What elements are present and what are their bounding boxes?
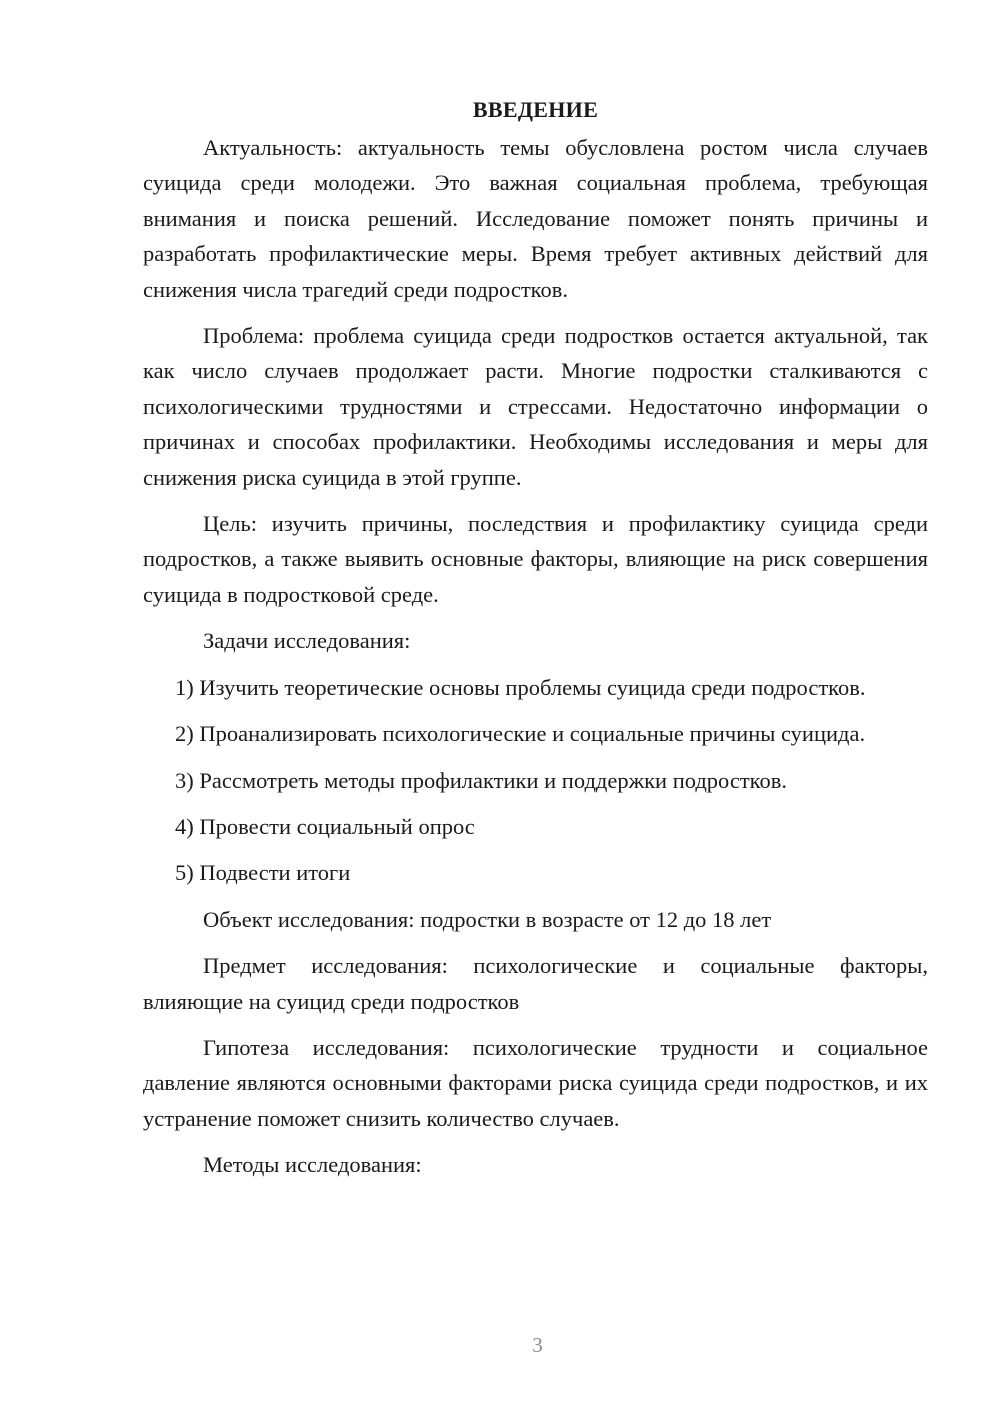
methods-heading: Методы исследования: (203, 1152, 422, 1178)
page-number: 3 (532, 1333, 543, 1357)
page-content (143, 92, 928, 1194)
goal-paragraph: Цель: изучить причины, последствия и профилактику суицида среди подростков, а также выявить основные факторы, влияющие на риск совершения суицида в подростковой среде. (143, 511, 928, 607)
relevance-paragraph: Актуальность: актуальность темы обусловлена ростом числа случаев суицида среди молодежи. Это важная социальная проблема, требующая внимания и поиска решений. Исследование поможет понять причины и разработать профилактические меры. Время требует активных действий для снижения числа трагедий среди подростков. (143, 135, 928, 302)
tasks-heading: Задачи исследования: (203, 628, 411, 654)
task-item-4: 4) Провести социальный опрос (175, 813, 475, 839)
object-paragraph: Объект исследования: подростки в возрасте от 12 до 18 лет (203, 906, 772, 932)
task-item-1: 1) Изучить теоретические основы проблемы суицида среди подростков. (175, 674, 866, 700)
subject-paragraph: Предмет исследования: психологические и социальные факторы, влияющие на суицид среди подростков (143, 953, 928, 1014)
task-item-3: 3) Рассмотреть методы профилактики и поддержки подростков. (175, 767, 787, 793)
task-item-5: 5) Подвести итоги (175, 860, 351, 886)
task-item-2: 2) Проанализировать психологические и социальные причины суицида. (175, 721, 866, 747)
hypothesis-paragraph: Гипотеза исследования: психологические трудности и социальное давление являются основными факторами риска суицида среди подростков, и их устранение поможет снизить количество случаев. (143, 1034, 928, 1131)
section-title: ВВЕДЕНИЕ (472, 97, 599, 122)
problem-paragraph: Проблема: проблема суицида среди подростков остается актуальной, так как число случаев продолжает расти. Многие подростки сталкиваются с психологическими трудностями и стрессами. Недостаточно информации о причинах и способах профилактики. Необходимы исследования и меры для снижения риска суицида в этой группе. (143, 323, 928, 490)
